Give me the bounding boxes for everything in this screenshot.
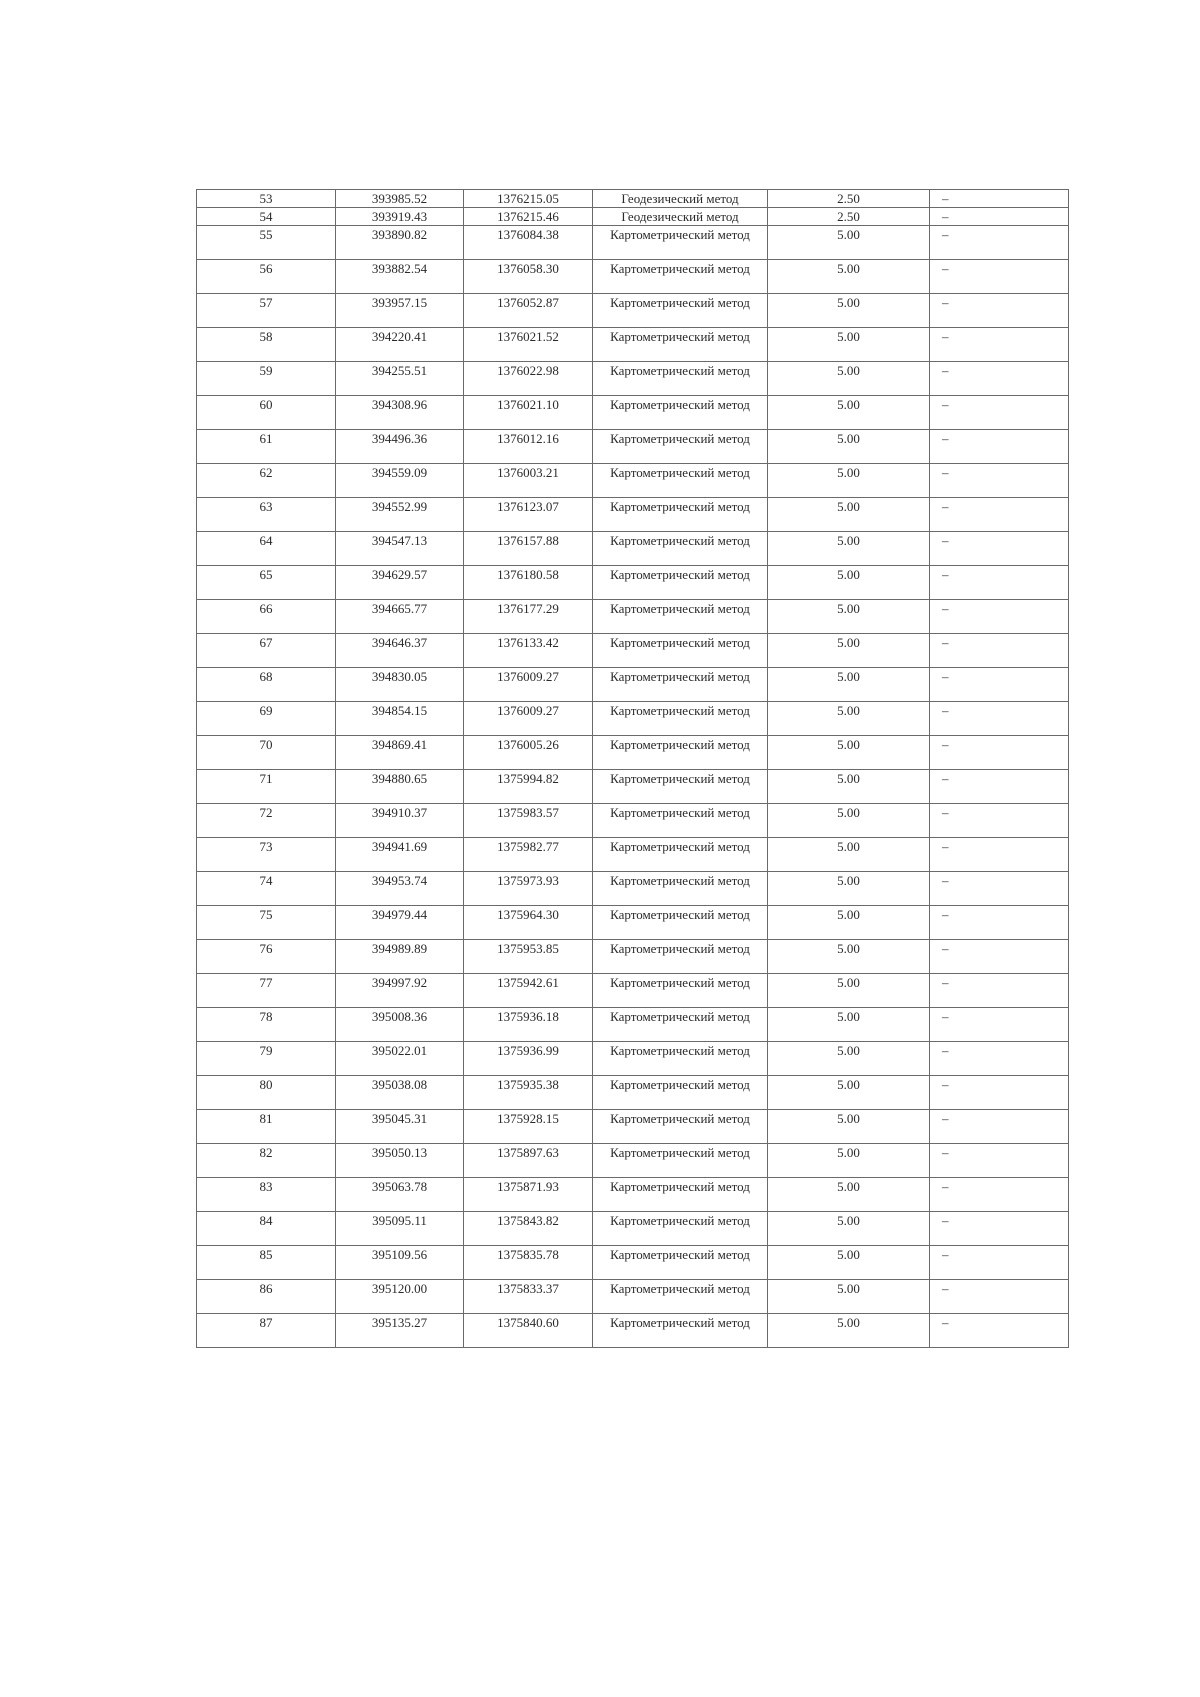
table-row <box>197 1212 1069 1246</box>
accuracy-cell: 5.00 <box>768 1314 930 1348</box>
note-cell: – <box>930 668 1069 702</box>
table-row <box>197 634 1069 668</box>
y-coordinate-cell: 1376180.58 <box>464 566 593 600</box>
point-number-cell: 85 <box>197 1246 336 1280</box>
y-coordinate-cell: 1375936.18 <box>464 1008 593 1042</box>
accuracy-cell: 5.00 <box>768 600 930 634</box>
note-cell: – <box>930 804 1069 838</box>
x-coordinate-cell: 395109.56 <box>336 1246 464 1280</box>
y-coordinate-cell: 1375973.93 <box>464 872 593 906</box>
x-coordinate-cell: 394665.77 <box>336 600 464 634</box>
point-number-cell: 74 <box>197 872 336 906</box>
method-cell: Картометрический метод <box>593 498 768 532</box>
accuracy-cell: 2.50 <box>768 190 930 208</box>
note-cell: – <box>930 208 1069 226</box>
method-cell: Картометрический метод <box>593 1144 768 1178</box>
x-coordinate-cell: 394880.65 <box>336 770 464 804</box>
accuracy-cell: 5.00 <box>768 1178 930 1212</box>
table-row <box>197 838 1069 872</box>
accuracy-cell: 5.00 <box>768 906 930 940</box>
y-coordinate-cell: 1376003.21 <box>464 464 593 498</box>
note-cell: – <box>930 1144 1069 1178</box>
method-cell: Картометрический метод <box>593 770 768 804</box>
table-row <box>197 464 1069 498</box>
note-cell: – <box>930 1314 1069 1348</box>
x-coordinate-cell: 395120.00 <box>336 1280 464 1314</box>
table-row <box>197 804 1069 838</box>
point-number-cell: 82 <box>197 1144 336 1178</box>
table-row <box>197 208 1069 226</box>
accuracy-cell: 5.00 <box>768 1144 930 1178</box>
point-number-cell: 53 <box>197 190 336 208</box>
accuracy-cell: 5.00 <box>768 770 930 804</box>
accuracy-cell: 5.00 <box>768 702 930 736</box>
note-cell: – <box>930 1042 1069 1076</box>
point-number-cell: 80 <box>197 1076 336 1110</box>
point-number-cell: 73 <box>197 838 336 872</box>
coordinates-table <box>196 189 1069 1348</box>
method-cell: Картометрический метод <box>593 396 768 430</box>
method-cell: Картометрический метод <box>593 532 768 566</box>
x-coordinate-cell: 394854.15 <box>336 702 464 736</box>
x-coordinate-cell: 394255.51 <box>336 362 464 396</box>
point-number-cell: 65 <box>197 566 336 600</box>
x-coordinate-cell: 393919.43 <box>336 208 464 226</box>
method-cell: Картометрический метод <box>593 1246 768 1280</box>
accuracy-cell: 2.50 <box>768 208 930 226</box>
accuracy-cell: 5.00 <box>768 736 930 770</box>
coordinates-table-body <box>197 190 1069 1348</box>
table-row <box>197 532 1069 566</box>
method-cell: Картометрический метод <box>593 1212 768 1246</box>
note-cell: – <box>930 498 1069 532</box>
method-cell: Картометрический метод <box>593 1178 768 1212</box>
table-row <box>197 702 1069 736</box>
method-cell: Картометрический метод <box>593 736 768 770</box>
note-cell: – <box>930 362 1069 396</box>
point-number-cell: 79 <box>197 1042 336 1076</box>
accuracy-cell: 5.00 <box>768 1042 930 1076</box>
table-row <box>197 872 1069 906</box>
method-cell: Картометрический метод <box>593 260 768 294</box>
y-coordinate-cell: 1376009.27 <box>464 668 593 702</box>
x-coordinate-cell: 394308.96 <box>336 396 464 430</box>
table-row <box>197 498 1069 532</box>
method-cell: Геодезический метод <box>593 190 768 208</box>
point-number-cell: 86 <box>197 1280 336 1314</box>
point-number-cell: 56 <box>197 260 336 294</box>
method-cell: Картометрический метод <box>593 1076 768 1110</box>
table-row <box>197 396 1069 430</box>
note-cell: – <box>930 872 1069 906</box>
accuracy-cell: 5.00 <box>768 294 930 328</box>
method-cell: Картометрический метод <box>593 940 768 974</box>
point-number-cell: 81 <box>197 1110 336 1144</box>
method-cell: Картометрический метод <box>593 464 768 498</box>
table-row <box>197 1314 1069 1348</box>
x-coordinate-cell: 394547.13 <box>336 532 464 566</box>
y-coordinate-cell: 1375928.15 <box>464 1110 593 1144</box>
x-coordinate-cell: 394997.92 <box>336 974 464 1008</box>
accuracy-cell: 5.00 <box>768 940 930 974</box>
accuracy-cell: 5.00 <box>768 872 930 906</box>
y-coordinate-cell: 1375935.38 <box>464 1076 593 1110</box>
y-coordinate-cell: 1375843.82 <box>464 1212 593 1246</box>
y-coordinate-cell: 1376009.27 <box>464 702 593 736</box>
x-coordinate-cell: 394496.36 <box>336 430 464 464</box>
method-cell: Картометрический метод <box>593 362 768 396</box>
table-row <box>197 226 1069 260</box>
y-coordinate-cell: 1375840.60 <box>464 1314 593 1348</box>
note-cell: – <box>930 294 1069 328</box>
accuracy-cell: 5.00 <box>768 838 930 872</box>
table-row <box>197 190 1069 208</box>
y-coordinate-cell: 1375936.99 <box>464 1042 593 1076</box>
method-cell: Картометрический метод <box>593 328 768 362</box>
point-number-cell: 55 <box>197 226 336 260</box>
note-cell: – <box>930 260 1069 294</box>
point-number-cell: 58 <box>197 328 336 362</box>
method-cell: Картометрический метод <box>593 226 768 260</box>
point-number-cell: 64 <box>197 532 336 566</box>
note-cell: – <box>930 532 1069 566</box>
x-coordinate-cell: 395135.27 <box>336 1314 464 1348</box>
accuracy-cell: 5.00 <box>768 1076 930 1110</box>
x-coordinate-cell: 395008.36 <box>336 1008 464 1042</box>
y-coordinate-cell: 1375982.77 <box>464 838 593 872</box>
y-coordinate-cell: 1375871.93 <box>464 1178 593 1212</box>
point-number-cell: 67 <box>197 634 336 668</box>
table-row <box>197 1178 1069 1212</box>
y-coordinate-cell: 1376215.05 <box>464 190 593 208</box>
note-cell: – <box>930 566 1069 600</box>
note-cell: – <box>930 1008 1069 1042</box>
x-coordinate-cell: 395063.78 <box>336 1178 464 1212</box>
note-cell: – <box>930 396 1069 430</box>
note-cell: – <box>930 974 1069 1008</box>
y-coordinate-cell: 1376157.88 <box>464 532 593 566</box>
x-coordinate-cell: 395038.08 <box>336 1076 464 1110</box>
note-cell: – <box>930 1212 1069 1246</box>
accuracy-cell: 5.00 <box>768 430 930 464</box>
y-coordinate-cell: 1375942.61 <box>464 974 593 1008</box>
y-coordinate-cell: 1375953.85 <box>464 940 593 974</box>
table-row <box>197 1246 1069 1280</box>
y-coordinate-cell: 1376058.30 <box>464 260 593 294</box>
y-coordinate-cell: 1376215.46 <box>464 208 593 226</box>
table-row <box>197 736 1069 770</box>
note-cell: – <box>930 770 1069 804</box>
x-coordinate-cell: 395045.31 <box>336 1110 464 1144</box>
table-row <box>197 294 1069 328</box>
table-row <box>197 1042 1069 1076</box>
accuracy-cell: 5.00 <box>768 1110 930 1144</box>
x-coordinate-cell: 394220.41 <box>336 328 464 362</box>
method-cell: Картометрический метод <box>593 294 768 328</box>
note-cell: – <box>930 838 1069 872</box>
x-coordinate-cell: 394979.44 <box>336 906 464 940</box>
note-cell: – <box>930 1178 1069 1212</box>
method-cell: Картометрический метод <box>593 1008 768 1042</box>
note-cell: – <box>930 702 1069 736</box>
method-cell: Картометрический метод <box>593 838 768 872</box>
accuracy-cell: 5.00 <box>768 532 930 566</box>
point-number-cell: 83 <box>197 1178 336 1212</box>
x-coordinate-cell: 394869.41 <box>336 736 464 770</box>
table-row <box>197 1008 1069 1042</box>
method-cell: Картометрический метод <box>593 600 768 634</box>
method-cell: Картометрический метод <box>593 1110 768 1144</box>
point-number-cell: 66 <box>197 600 336 634</box>
x-coordinate-cell: 394830.05 <box>336 668 464 702</box>
table-row <box>197 974 1069 1008</box>
table-row <box>197 260 1069 294</box>
table-row <box>197 1280 1069 1314</box>
point-number-cell: 68 <box>197 668 336 702</box>
y-coordinate-cell: 1376012.16 <box>464 430 593 464</box>
note-cell: – <box>930 190 1069 208</box>
table-row <box>197 600 1069 634</box>
x-coordinate-cell: 394910.37 <box>336 804 464 838</box>
accuracy-cell: 5.00 <box>768 634 930 668</box>
table-row <box>197 1110 1069 1144</box>
accuracy-cell: 5.00 <box>768 226 930 260</box>
note-cell: – <box>930 1280 1069 1314</box>
accuracy-cell: 5.00 <box>768 1008 930 1042</box>
method-cell: Картометрический метод <box>593 974 768 1008</box>
table-row <box>197 1076 1069 1110</box>
table-row <box>197 430 1069 464</box>
note-cell: – <box>930 430 1069 464</box>
x-coordinate-cell: 393985.52 <box>336 190 464 208</box>
y-coordinate-cell: 1376021.52 <box>464 328 593 362</box>
note-cell: – <box>930 634 1069 668</box>
note-cell: – <box>930 1110 1069 1144</box>
accuracy-cell: 5.00 <box>768 498 930 532</box>
table-row <box>197 770 1069 804</box>
y-coordinate-cell: 1375835.78 <box>464 1246 593 1280</box>
y-coordinate-cell: 1376084.38 <box>464 226 593 260</box>
method-cell: Картометрический метод <box>593 566 768 600</box>
point-number-cell: 60 <box>197 396 336 430</box>
accuracy-cell: 5.00 <box>768 260 930 294</box>
table-row <box>197 362 1069 396</box>
table-row <box>197 668 1069 702</box>
x-coordinate-cell: 394629.57 <box>336 566 464 600</box>
table-row <box>197 1144 1069 1178</box>
method-cell: Картометрический метод <box>593 872 768 906</box>
note-cell: – <box>930 736 1069 770</box>
note-cell: – <box>930 1076 1069 1110</box>
point-number-cell: 62 <box>197 464 336 498</box>
point-number-cell: 78 <box>197 1008 336 1042</box>
note-cell: – <box>930 1246 1069 1280</box>
method-cell: Картометрический метод <box>593 668 768 702</box>
method-cell: Картометрический метод <box>593 1314 768 1348</box>
x-coordinate-cell: 394552.99 <box>336 498 464 532</box>
x-coordinate-cell: 393890.82 <box>336 226 464 260</box>
method-cell: Картометрический метод <box>593 804 768 838</box>
accuracy-cell: 5.00 <box>768 804 930 838</box>
x-coordinate-cell: 394559.09 <box>336 464 464 498</box>
point-number-cell: 70 <box>197 736 336 770</box>
point-number-cell: 69 <box>197 702 336 736</box>
x-coordinate-cell: 394989.89 <box>336 940 464 974</box>
y-coordinate-cell: 1376052.87 <box>464 294 593 328</box>
accuracy-cell: 5.00 <box>768 1212 930 1246</box>
point-number-cell: 84 <box>197 1212 336 1246</box>
point-number-cell: 72 <box>197 804 336 838</box>
point-number-cell: 76 <box>197 940 336 974</box>
y-coordinate-cell: 1375983.57 <box>464 804 593 838</box>
accuracy-cell: 5.00 <box>768 396 930 430</box>
method-cell: Геодезический метод <box>593 208 768 226</box>
y-coordinate-cell: 1376005.26 <box>464 736 593 770</box>
y-coordinate-cell: 1376133.42 <box>464 634 593 668</box>
point-number-cell: 87 <box>197 1314 336 1348</box>
note-cell: – <box>930 328 1069 362</box>
y-coordinate-cell: 1375897.63 <box>464 1144 593 1178</box>
note-cell: – <box>930 464 1069 498</box>
y-coordinate-cell: 1376022.98 <box>464 362 593 396</box>
x-coordinate-cell: 394941.69 <box>336 838 464 872</box>
point-number-cell: 57 <box>197 294 336 328</box>
point-number-cell: 63 <box>197 498 336 532</box>
table-row <box>197 940 1069 974</box>
accuracy-cell: 5.00 <box>768 1280 930 1314</box>
accuracy-cell: 5.00 <box>768 974 930 1008</box>
accuracy-cell: 5.00 <box>768 362 930 396</box>
method-cell: Картометрический метод <box>593 1280 768 1314</box>
x-coordinate-cell: 395095.11 <box>336 1212 464 1246</box>
method-cell: Картометрический метод <box>593 1042 768 1076</box>
x-coordinate-cell: 394646.37 <box>336 634 464 668</box>
y-coordinate-cell: 1376123.07 <box>464 498 593 532</box>
point-number-cell: 77 <box>197 974 336 1008</box>
method-cell: Картометрический метод <box>593 634 768 668</box>
accuracy-cell: 5.00 <box>768 464 930 498</box>
accuracy-cell: 5.00 <box>768 566 930 600</box>
note-cell: – <box>930 940 1069 974</box>
point-number-cell: 61 <box>197 430 336 464</box>
x-coordinate-cell: 395050.13 <box>336 1144 464 1178</box>
table-row <box>197 328 1069 362</box>
x-coordinate-cell: 395022.01 <box>336 1042 464 1076</box>
accuracy-cell: 5.00 <box>768 1246 930 1280</box>
method-cell: Картометрический метод <box>593 702 768 736</box>
x-coordinate-cell: 393957.15 <box>336 294 464 328</box>
y-coordinate-cell: 1376177.29 <box>464 600 593 634</box>
table-row <box>197 566 1069 600</box>
note-cell: – <box>930 906 1069 940</box>
point-number-cell: 75 <box>197 906 336 940</box>
point-number-cell: 71 <box>197 770 336 804</box>
method-cell: Картометрический метод <box>593 906 768 940</box>
y-coordinate-cell: 1375833.37 <box>464 1280 593 1314</box>
y-coordinate-cell: 1375994.82 <box>464 770 593 804</box>
accuracy-cell: 5.00 <box>768 668 930 702</box>
note-cell: – <box>930 226 1069 260</box>
x-coordinate-cell: 394953.74 <box>336 872 464 906</box>
y-coordinate-cell: 1376021.10 <box>464 396 593 430</box>
table-row <box>197 906 1069 940</box>
point-number-cell: 54 <box>197 208 336 226</box>
point-number-cell: 59 <box>197 362 336 396</box>
method-cell: Картометрический метод <box>593 430 768 464</box>
accuracy-cell: 5.00 <box>768 328 930 362</box>
x-coordinate-cell: 393882.54 <box>336 260 464 294</box>
note-cell: – <box>930 600 1069 634</box>
y-coordinate-cell: 1375964.30 <box>464 906 593 940</box>
